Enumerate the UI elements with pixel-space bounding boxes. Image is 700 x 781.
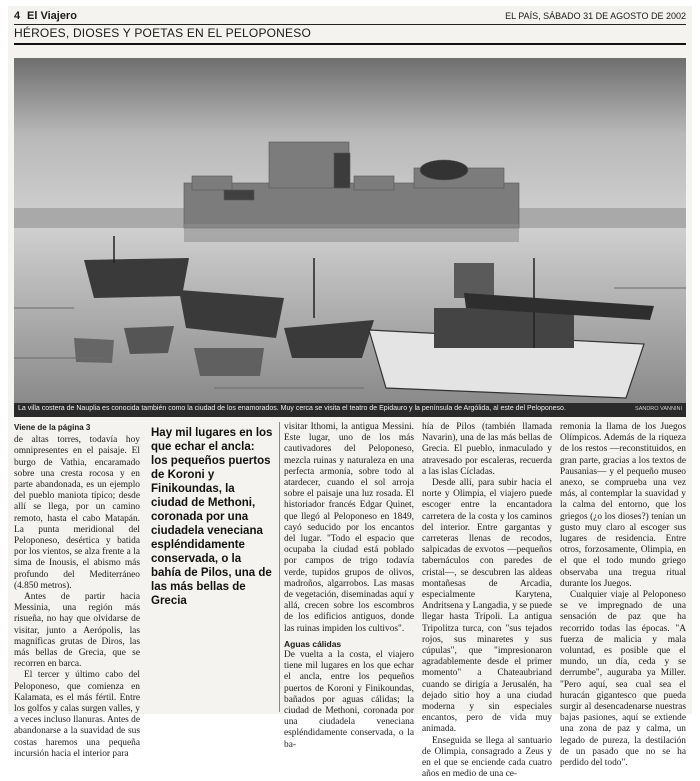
- photo-caption: La villa costera de Nauplia es conocida también como la ciudad de los enamorados. Muy cerca se visita el teatro de Epidauro y la península de Argólida, al este del Peloponeso.: [18, 405, 566, 412]
- section-name: El Viajero: [27, 10, 77, 22]
- subheading: Aguas cálidas: [284, 638, 342, 649]
- paragraph: remonia la llama de los Juegos Olímpicos. Además de la riqueza de los restos —reconstituidos, en gran parte, gracias a los textos de Pausanias— y el pequeño museo anexo, se comprueba una vez más, al contemplar la suavidad y la calma del entorno, que los griegos (¿o los dioses?) tenían un gusto muy claro al escoger sus lugares de residencia. Entre otros, forzosamente, Olimpia, en el que el todo mundo griego observaba una tregua ritual durante los Juegos.: [560, 422, 686, 589]
- harbor-photo: [14, 58, 686, 403]
- article-column-4: [422, 422, 552, 781]
- paragraph: Cualquier viaje al Peloponeso se ve impregnado de una sensación de paz que ha recorrido todas las épocas. "A fuerza de malicia y mala voluntad, es posible que el mundo, un día, ceda y se derrumbe", auguraba ya Miller. "Pero aquí, sea cual sea el huracán gigantesco que pueda surgir al desencadenarse nuestras bajas pasiones, aquí se extiende una zona de paz y calma, un legado de pureza, la destilación de un pasado que no se ha perdido del todo".: [560, 590, 686, 769]
- article-column-3: [284, 422, 414, 751]
- paragraph: De vuelta a la costa, el viajero tiene mil lugares en los que echar el ancla, entre los pequeños puertos de Koroni y Finikoundas, bañados por aguas cálidas; la ciudad de Methoni, coronada por una ciudadela veneciana espléndidamente conservada, o la ba-: [284, 650, 414, 750]
- column-divider: [279, 422, 280, 712]
- paragraph: El tercer y último cabo del Peloponeso, que comienza en Kalamata, es el más fértil. Entre los golfos y calas surgen valles, y a veces incluso llanuras. Antes de abandonarse a la suavidad de sus costas haremos una pequeña incursión hacia el interior para: [14, 670, 141, 759]
- headline-rule: [14, 43, 686, 45]
- paragraph: Enseguida se llega al santuario de Olimpia, consagrado a Zeus y en el que se enciende cada cuatro años en medio de una ce-: [422, 735, 552, 780]
- paragraph: Desde allí, para subir hacia el norte y Olimpia, el viajero puede escoger entre la encantadora carretera de la costa y los caminos del interior. Entre gargantas y carreteras llenas de recodos, salpicadas de exvotos —pequeños tabernáculos con paredes de cristal—, se descubren las aldeas montañesas de Arcadia, especialmente Karytena, Andritsena y Langadia, y se puede llegar hasta Trípoli. La antigua Tripolitza turca, con "sus tejados rojos, sus minaretes y sus cúpulas", que "impresionaron agradablemente desde el primer momento" a Chateaubriand cuando se dirigía a Jerusalén, ha dejado sitio hoy a una ciudad moderna y sin especiales encantos, pero de vida muy animada.: [422, 478, 552, 735]
- article-column-1: [14, 422, 140, 760]
- header-rule: [14, 24, 686, 25]
- continued-from: Viene de la página 3: [14, 423, 91, 432]
- page-headline: HÉROES, DIOSES Y POETAS EN EL PELOPONESO: [14, 26, 311, 40]
- newspaper-page: [8, 6, 692, 780]
- pull-quote: Hay mil lugares en los que echar el ancla: los pequeños puertos de Koroni y Finikoundas, la ciudad de Methoni, coronada por una ciudadela veneciana espléndidamente conservada, o la bahía de Pilos, una de las más bellas de Grecia: [151, 427, 273, 607]
- paragraph: visitar Ithomi, la antigua Messini. Este lugar, uno de los más cautivadores del Peloponeso, mezcla ruinas y naturaleza en una perfecta armonía, sobre todo al atardecer, cuando el sol arroja sobre el paisaje una luz rosada. El historiador francés Edgar Quinet, que llegó al Peloponeso en 1849, cayó seducido por los encantos del lugar. "Todo el espacio que ocupaba la ciudad está poblado por campos de trigo todavía verde, tupidos grupos de olivos, madroños, algarrobos. Las masas de vegetación, diseminadas aquí y allá, crecen sobre los escombros de los edificios antiguos, donde las ruinas impiden los cultivos".: [284, 422, 414, 634]
- photo-credit: SANDRO VANNINI: [635, 406, 682, 412]
- paragraph: de altas torres, todavía hoy omnipresentes en el paisaje. El burgo de Vathia, encaramado sobre una cresta rocosa y en parte abandonada, es un ejemplo del pueblo maniota típico; desde allí se llega, por un camino remoto, hasta el cabo Matapán. La punta meridional del Peloponeso, desértica y batida por los vientos, se alza frente a la sima de Inousis, el abismo más profundo del Mediterráneo (4.850 metros).: [14, 435, 140, 591]
- photo-caption-bar: [14, 403, 686, 417]
- paragraph: hía de Pilos (también llamada Navarin), una de las más bellas de Grecia. El pueblo, inmaculado y atravesado por escaleras, recuerda a las islas Cícladas.: [422, 422, 552, 477]
- paragraph: Antes de partir hacia Messinia, una región más risueña, no hay que olvidarse de visitar, junto a Aerópolis, las magníficas grutas de Diros, las más bellas de Grecia, que se recorren en barca.: [14, 592, 140, 670]
- page-header: [14, 10, 686, 24]
- page-number: 4: [14, 10, 21, 22]
- publication-date: EL PAÍS, SÁBADO 31 DE AGOSTO DE 2002: [505, 11, 686, 21]
- article-column-5: [560, 422, 686, 769]
